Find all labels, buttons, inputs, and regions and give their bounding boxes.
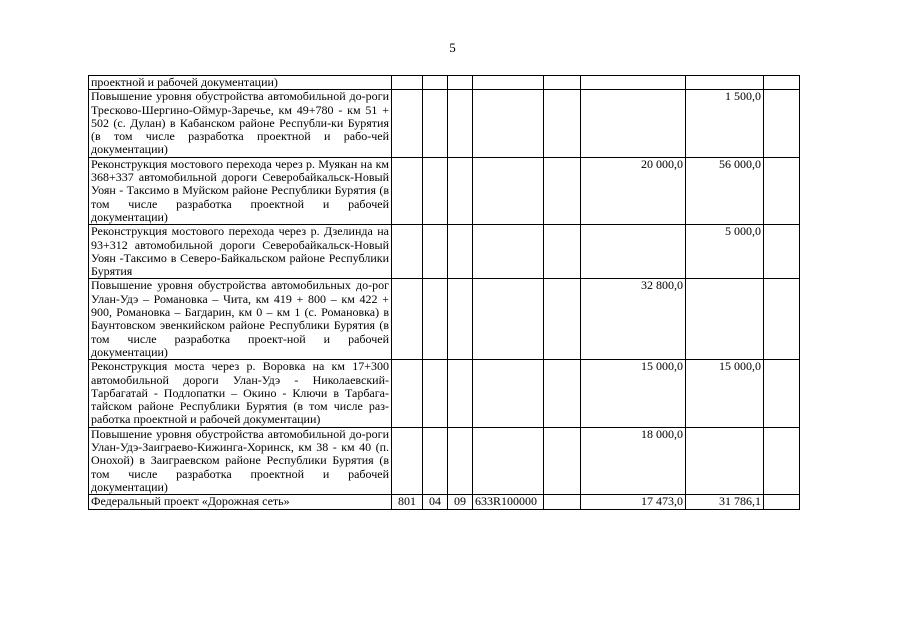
subsection-code-cell: [448, 427, 473, 494]
target-article-cell: [473, 279, 544, 360]
target-article-cell: [473, 427, 544, 494]
table-row: [89, 495, 800, 509]
section-code-cell: [423, 279, 448, 360]
table-row: [89, 279, 800, 360]
item-name-cell: Повышение уровня обустройства автомобильных до-рог Улан-Удэ – Романовка – Чита, км 419 + 800 – км 422 + 900, Романовка – Багдарин, км 0 – км 1 (с. Романовка) в Баунтовском эвенкийском районе Республики Бурятия (в том числе разработка проект-ной и рабочей документации): [89, 279, 392, 360]
expense-type-cell: [544, 360, 581, 427]
item-name-cell: проектной и рабочей документации): [89, 76, 392, 90]
section-code-cell: [423, 427, 448, 494]
item-name-cell: Повышение уровня обустройства автомобильной до-роги Улан-Удэ-Заиграево-Кижинга-Хоринск, км 38 - км 40 (п. Онохой) в Заиграевском районе Республики Бурятия (в том числе разработка проектной и рабочей документации): [89, 427, 392, 494]
ministry-code-cell: [392, 360, 423, 427]
subsection-code-cell: [448, 76, 473, 90]
section-code-cell: [423, 76, 448, 90]
expense-type-cell: [544, 495, 581, 509]
subsection-code-cell: [448, 279, 473, 360]
subsection-code-cell: [448, 157, 473, 224]
budget-table: [88, 75, 800, 510]
table-body: [89, 76, 800, 510]
amount-year2-cell: [686, 427, 764, 494]
table-row: [89, 157, 800, 224]
amount-year3-cell: [764, 360, 800, 427]
item-name-cell: Федеральный проект «Дорожная сеть»: [89, 495, 392, 509]
table-row: [89, 427, 800, 494]
amount-year2-cell: 5 000,0: [686, 225, 764, 279]
amount-year1-cell: 18 000,0: [581, 427, 686, 494]
table-row: [89, 225, 800, 279]
ministry-code-cell: [392, 427, 423, 494]
amount-year3-cell: [764, 76, 800, 90]
amount-year1-cell: 20 000,0: [581, 157, 686, 224]
amount-year1-cell: 17 473,0: [581, 495, 686, 509]
amount-year2-cell: 1 500,0: [686, 90, 764, 157]
amount-year1-cell: [581, 225, 686, 279]
expense-type-cell: [544, 279, 581, 360]
amount-year2-cell: 56 000,0: [686, 157, 764, 224]
target-article-cell: [473, 76, 544, 90]
ministry-code-cell: [392, 90, 423, 157]
table-row: [89, 90, 800, 157]
target-article-cell: 633R100000: [473, 495, 544, 509]
expense-type-cell: [544, 76, 581, 90]
subsection-code-cell: [448, 225, 473, 279]
amount-year1-cell: 15 000,0: [581, 360, 686, 427]
item-name-cell: Реконструкция мостового перехода через р. Дзелинда на 93+312 автомобильной дороги Северобайкальск-Новый Уоян -Таксимо в Северо-Байкальском районе Республики Бурятия: [89, 225, 392, 279]
item-name-cell: Повышение уровня обустройства автомобильной до-роги Тресково-Шергино-Оймур-Заречье, км 49+780 - км 51 + 502 (с. Дулан) в Кабанском районе Республи-ки Бурятия (в том числе разработка проектной и рабо-чей документации): [89, 90, 392, 157]
target-article-cell: [473, 225, 544, 279]
section-code-cell: [423, 360, 448, 427]
ministry-code-cell: [392, 157, 423, 224]
amount-year1-cell: [581, 90, 686, 157]
amount-year3-cell: [764, 495, 800, 509]
amount-year3-cell: [764, 225, 800, 279]
ministry-code-cell: [392, 225, 423, 279]
section-code-cell: 04: [423, 495, 448, 509]
amount-year3-cell: [764, 157, 800, 224]
target-article-cell: [473, 157, 544, 224]
subsection-code-cell: [448, 90, 473, 157]
item-name-cell: Реконструкция мостового перехода через р. Муякан на км 368+337 автомобильной дороги Северобайкальск-Новый Уоян - Таксимо в Муйском районе Республики Бурятия (в том числе разработка проектной и рабочей документации): [89, 157, 392, 224]
ministry-code-cell: [392, 76, 423, 90]
page-number: 5: [449, 40, 456, 55]
expense-type-cell: [544, 157, 581, 224]
amount-year1-cell: 32 800,0: [581, 279, 686, 360]
amount-year2-cell: 15 000,0: [686, 360, 764, 427]
section-code-cell: [423, 225, 448, 279]
expense-type-cell: [544, 427, 581, 494]
amount-year2-cell: [686, 279, 764, 360]
amount-year1-cell: [581, 76, 686, 90]
ministry-code-cell: [392, 279, 423, 360]
amount-year3-cell: [764, 90, 800, 157]
item-name-cell: Реконструкция моста через р. Воровка на км 17+300 автомобильной дороги Улан-Удэ - Николаевский-Тарбагатай - Подлопатки – Окино - Ключи в Тарбага-тайском районе Республики Бурятия (в том числе раз-работка проектной и рабочей документации): [89, 360, 392, 427]
target-article-cell: [473, 90, 544, 157]
ministry-code-cell: 801: [392, 495, 423, 509]
expense-type-cell: [544, 225, 581, 279]
expense-type-cell: [544, 90, 581, 157]
target-article-cell: [473, 360, 544, 427]
amount-year3-cell: [764, 279, 800, 360]
table-row: [89, 360, 800, 427]
section-code-cell: [423, 90, 448, 157]
section-code-cell: [423, 157, 448, 224]
amount-year2-cell: 31 786,1: [686, 495, 764, 509]
subsection-code-cell: 09: [448, 495, 473, 509]
amount-year2-cell: [686, 76, 764, 90]
amount-year3-cell: [764, 427, 800, 494]
subsection-code-cell: [448, 360, 473, 427]
table-row: [89, 76, 800, 90]
